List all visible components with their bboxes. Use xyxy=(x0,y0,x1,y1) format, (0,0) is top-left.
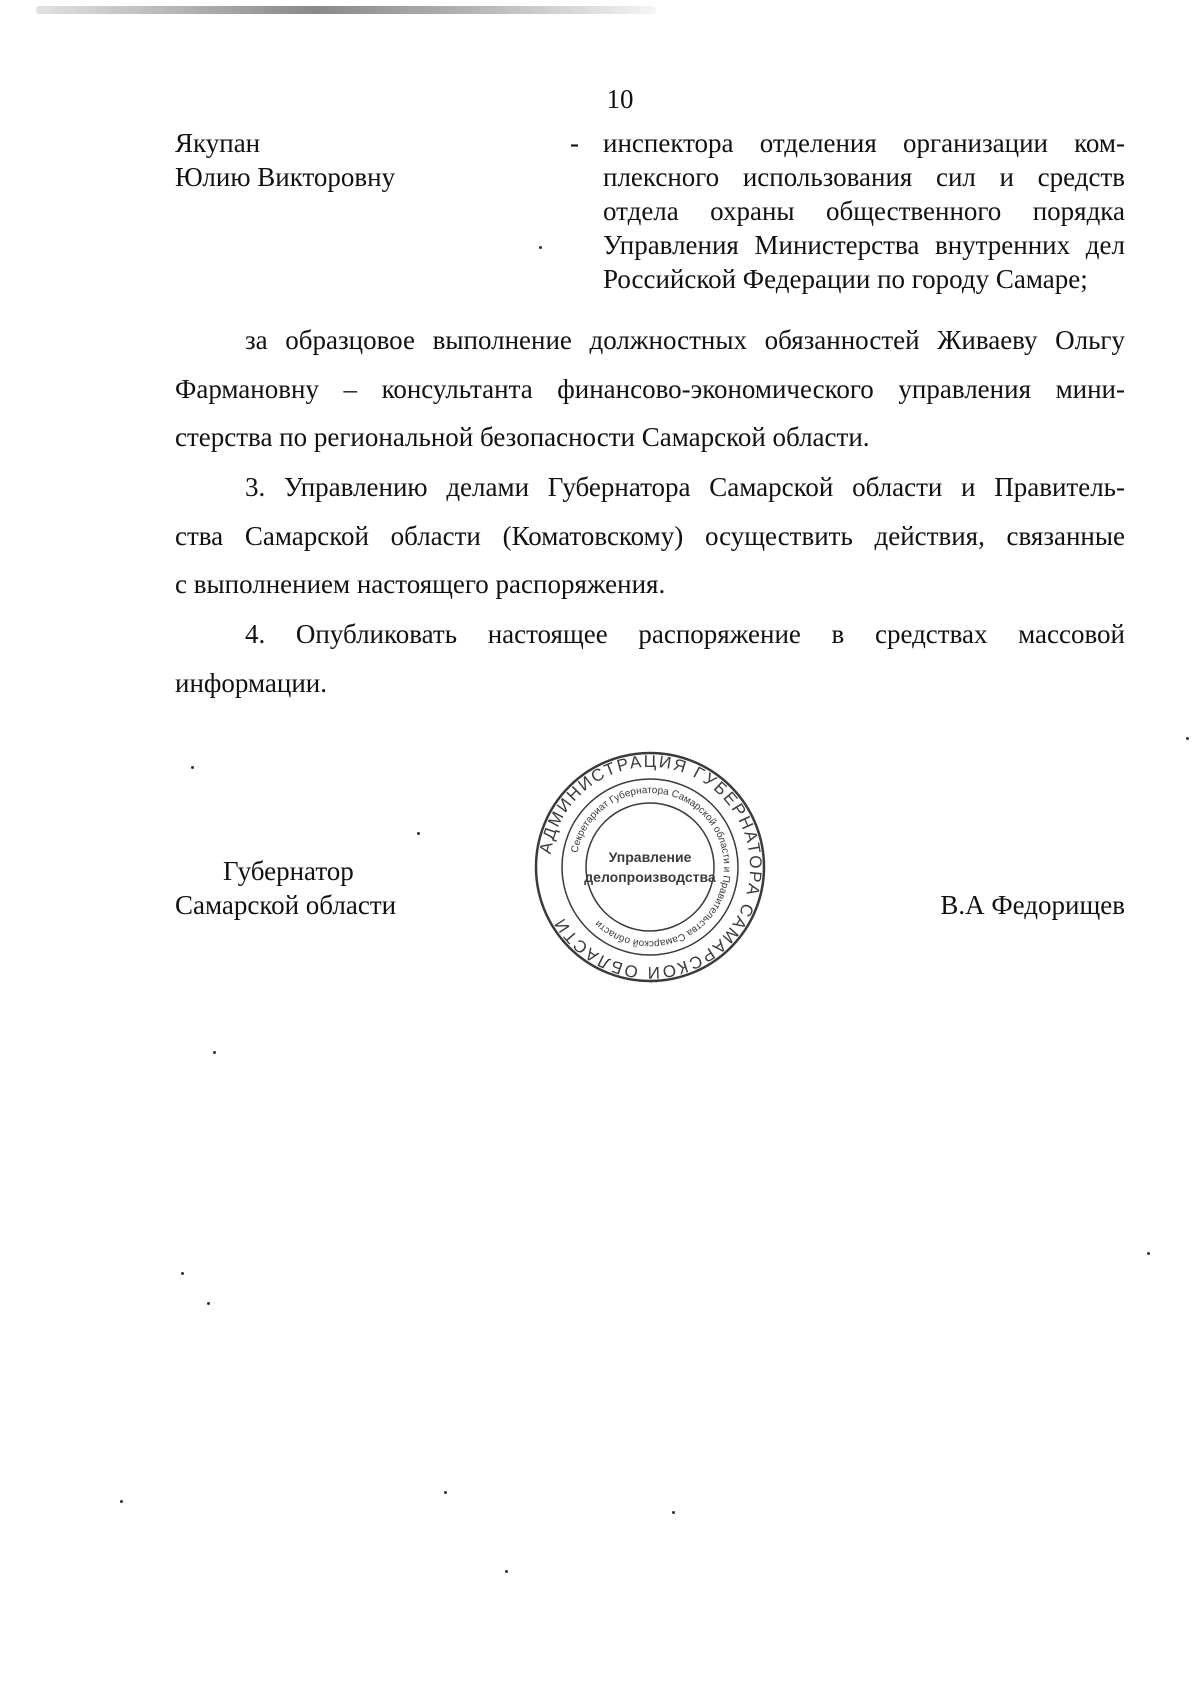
position-line: Российской Федерации по городу Самаре; xyxy=(603,264,1088,294)
paragraph-item-4 xyxy=(175,610,1125,707)
person-name xyxy=(175,126,505,194)
scan-speck xyxy=(207,1302,210,1305)
position-line: Управления Министерства внутренних дел xyxy=(603,230,1125,260)
scan-speck xyxy=(1186,737,1189,740)
scan-edge-mark xyxy=(36,6,656,14)
scan-speck xyxy=(505,1570,508,1573)
scan-speck xyxy=(213,1051,216,1054)
position-line: плексного использования сил и средств xyxy=(603,162,1125,192)
person-given-name: Юлию Викторовну xyxy=(175,162,396,192)
signatory-title-line: Самарской области xyxy=(175,890,397,920)
person-surname: Якупан xyxy=(175,128,261,158)
scan-speck xyxy=(120,1500,123,1503)
position-line: отдела охраны общественного порядка xyxy=(603,196,1125,226)
scan-speck xyxy=(1147,1252,1150,1255)
paragraph-line: 4. Опубликовать настоящее распоряжение в средствах массовой xyxy=(245,619,1125,649)
signatory-title xyxy=(175,854,435,922)
paragraph-item-3 xyxy=(175,463,1125,609)
page-number: 10 xyxy=(606,84,634,114)
stamp-outer-text: АДМИНИСТРАЦИЯ ГУБЕРНАТОРА САМАРСКОЙ ОБЛАСТИ xyxy=(535,751,766,983)
scan-speck xyxy=(191,766,194,769)
scan-speck xyxy=(181,1272,184,1275)
paragraph-line: ства Самарской области (Коматовскому) осуществить действия, связанные xyxy=(175,520,1125,551)
scan-speck xyxy=(672,1511,675,1514)
signatory-title-line: Губернатор xyxy=(223,856,354,886)
stamp-center-line2: делопроизводства xyxy=(584,869,716,885)
person-dash: - xyxy=(570,128,579,158)
paragraph-line: Фармановну – консультанта финансово-экономического управления мини- xyxy=(175,373,1125,404)
person-position xyxy=(603,126,1125,296)
paragraph-line: 3. Управлению делами Губернатора Самарской области и Правитель- xyxy=(245,472,1125,502)
signatory-name: В.А Федорищев xyxy=(940,890,1125,920)
scan-speck xyxy=(444,1491,447,1494)
paragraph-line: информации. xyxy=(175,667,327,698)
scan-speck xyxy=(539,246,542,249)
paragraph-line: стерства по региональной безопасности Самарской области. xyxy=(175,422,870,452)
scan-speck xyxy=(417,832,420,835)
paragraph-line: за образцовое выполнение должностных обязанностей Живаеву Ольгу xyxy=(245,325,1125,355)
position-line: инспектора отделения организации ком- xyxy=(603,128,1125,158)
stamp-inner-text: Секретариат Губернатора Самарской области и Правительства Самарской области xyxy=(569,784,733,950)
paragraph-award xyxy=(175,316,1125,462)
stamp-center-line1: Управление xyxy=(608,849,692,865)
paragraph-line: с выполнением настоящего распоряжения. xyxy=(175,569,666,599)
official-stamp xyxy=(533,750,767,984)
